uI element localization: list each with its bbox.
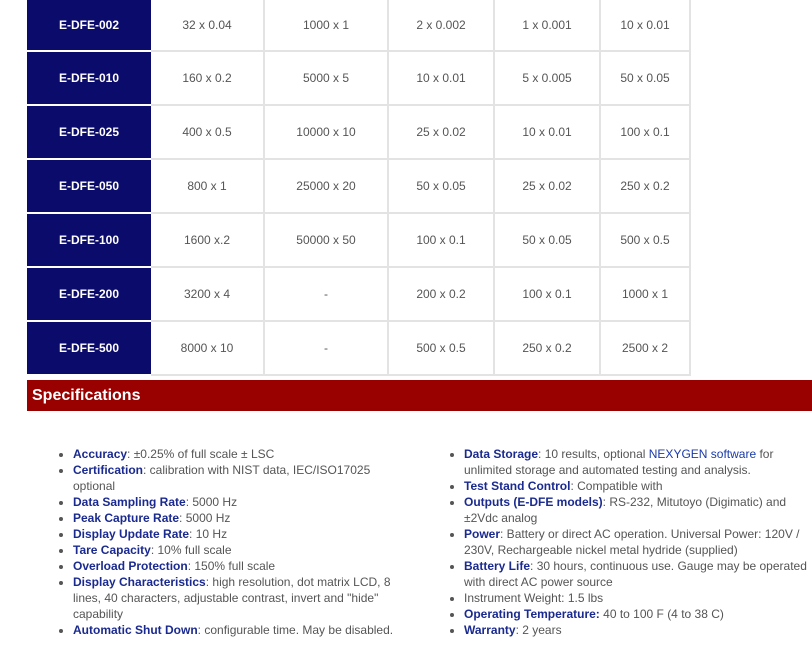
spec-value: : 10% full scale [150, 543, 232, 557]
value-cell: 2500 x 2 [600, 321, 690, 375]
spec-operating-temperature: • Operating Temperature: 40 to 100 F (4 to 38 C) [464, 606, 812, 622]
value-cell: 1600 x.2 [151, 213, 264, 267]
spec-key: Overload Protection [73, 559, 188, 573]
spec-battery-life: • Battery Life: 30 hours, continuous use. Gauge may be operated with direct AC power source [464, 558, 812, 590]
value-cell: 50 x 0.05 [600, 51, 690, 105]
value-cell: 200 x 0.2 [388, 267, 494, 321]
spec-value: : 5000 Hz [185, 495, 238, 509]
value-cell: - [264, 267, 388, 321]
model-resolution-table [27, 0, 691, 376]
value-cell: 32 x 0.04 [151, 0, 264, 51]
spec-item [73, 494, 413, 510]
spec-item [73, 622, 413, 638]
model-cell: E-DFE-002 [27, 0, 151, 51]
nexygen-software-link[interactable]: NEXYGEN software [648, 447, 757, 461]
spec-item [73, 446, 413, 462]
table-row [27, 267, 690, 321]
spec-key: Peak Capture Rate [73, 511, 180, 525]
value-cell: 800 x 1 [151, 159, 264, 213]
spec-item [73, 558, 413, 574]
value-cell: 3200 x 4 [151, 267, 264, 321]
value-cell: 1 x 0.001 [494, 0, 600, 51]
table-row [27, 213, 690, 267]
value-cell: 25000 x 20 [264, 159, 388, 213]
spec-data-storage: • Data Storage: 10 results, optional NEXYGEN software for unlimited storage and automated testing and analysis. [464, 446, 812, 478]
value-cell: 500 x 0.5 [388, 321, 494, 375]
spec-item [73, 526, 413, 542]
spec-value: : 5000 Hz [179, 511, 231, 525]
spec-warranty: • Warranty: 2 years [464, 622, 812, 638]
value-cell: 25 x 0.02 [388, 105, 494, 159]
value-cell: 100 x 0.1 [600, 105, 690, 159]
value-cell: 50000 x 50 [264, 213, 388, 267]
model-cell: E-DFE-050 [27, 159, 151, 213]
value-cell: 10 x 0.01 [494, 105, 600, 159]
value-cell: 5000 x 5 [264, 51, 388, 105]
spec-key: Tare Capacity [73, 543, 151, 557]
model-cell: E-DFE-500 [27, 321, 151, 375]
spec-value: : high resolution, dot matrix LCD, 8 lines, 40 characters, adjustable contrast, invert and "hide" capability [73, 575, 391, 621]
table-row [27, 51, 690, 105]
value-cell: 2 x 0.002 [388, 0, 494, 51]
spec-value: : 150% full scale [187, 559, 276, 573]
spec-instrument-weight: • Instrument Weight: 1.5 lbs [464, 590, 812, 606]
value-cell: 250 x 0.2 [494, 321, 600, 375]
value-cell: 25 x 0.02 [494, 159, 600, 213]
specifications-heading: Specifications [27, 380, 812, 411]
spec-key: Certification [73, 463, 144, 477]
specs-list-left [59, 446, 413, 638]
value-cell: 8000 x 10 [151, 321, 264, 375]
value-cell: 500 x 0.5 [600, 213, 690, 267]
spec-key: Display Update Rate [73, 527, 190, 541]
table-row [27, 321, 690, 375]
value-cell: 50 x 0.05 [388, 159, 494, 213]
spec-key: Display Characteristics [73, 575, 206, 589]
value-cell: 400 x 0.5 [151, 105, 264, 159]
spec-key: Automatic Shut Down [73, 623, 198, 637]
value-cell: - [264, 321, 388, 375]
value-cell: 10 x 0.01 [600, 0, 690, 51]
value-cell: 100 x 0.1 [388, 213, 494, 267]
spec-value: : 10 Hz [189, 527, 228, 541]
spec-value: : ±0.25% of full scale ± LSC [127, 447, 275, 461]
spec-power: • Power: Battery or direct AC operation. Universal Power: 120V / 230V, Rechargeable nickel metal hydride (supplied) [464, 526, 812, 558]
value-cell: 5 x 0.005 [494, 51, 600, 105]
spec-item [73, 542, 413, 558]
value-cell: 100 x 0.1 [494, 267, 600, 321]
table-row [27, 105, 690, 159]
value-cell: 50 x 0.05 [494, 213, 600, 267]
model-cell: E-DFE-025 [27, 105, 151, 159]
spec-item [73, 510, 413, 526]
spec-value: : configurable time. May be disabled. [197, 623, 394, 637]
spec-item [73, 574, 413, 622]
model-cell: E-DFE-100 [27, 213, 151, 267]
spec-outputs: • Outputs (E-DFE models): RS-232, Mitutoyo (Digimatic) and ±2Vdc analog [464, 494, 812, 526]
specs-list-right [450, 446, 812, 638]
spec-key: Data Sampling Rate [73, 495, 186, 509]
value-cell: 10 x 0.01 [388, 51, 494, 105]
model-cell: E-DFE-200 [27, 267, 151, 321]
model-cell: E-DFE-010 [27, 51, 151, 105]
value-cell: 250 x 0.2 [600, 159, 690, 213]
spec-item [73, 462, 413, 494]
value-cell: 1000 x 1 [264, 0, 388, 51]
value-cell: 10000 x 10 [264, 105, 388, 159]
spec-value: : calibration with NIST data, IEC/ISO17025 optional [73, 463, 371, 493]
spec-key: Accuracy [73, 447, 128, 461]
table-row [27, 0, 690, 51]
spec-test-stand-control: • Test Stand Control: Compatible with [464, 478, 812, 494]
table-row [27, 159, 690, 213]
value-cell: 1000 x 1 [600, 267, 690, 321]
value-cell: 160 x 0.2 [151, 51, 264, 105]
